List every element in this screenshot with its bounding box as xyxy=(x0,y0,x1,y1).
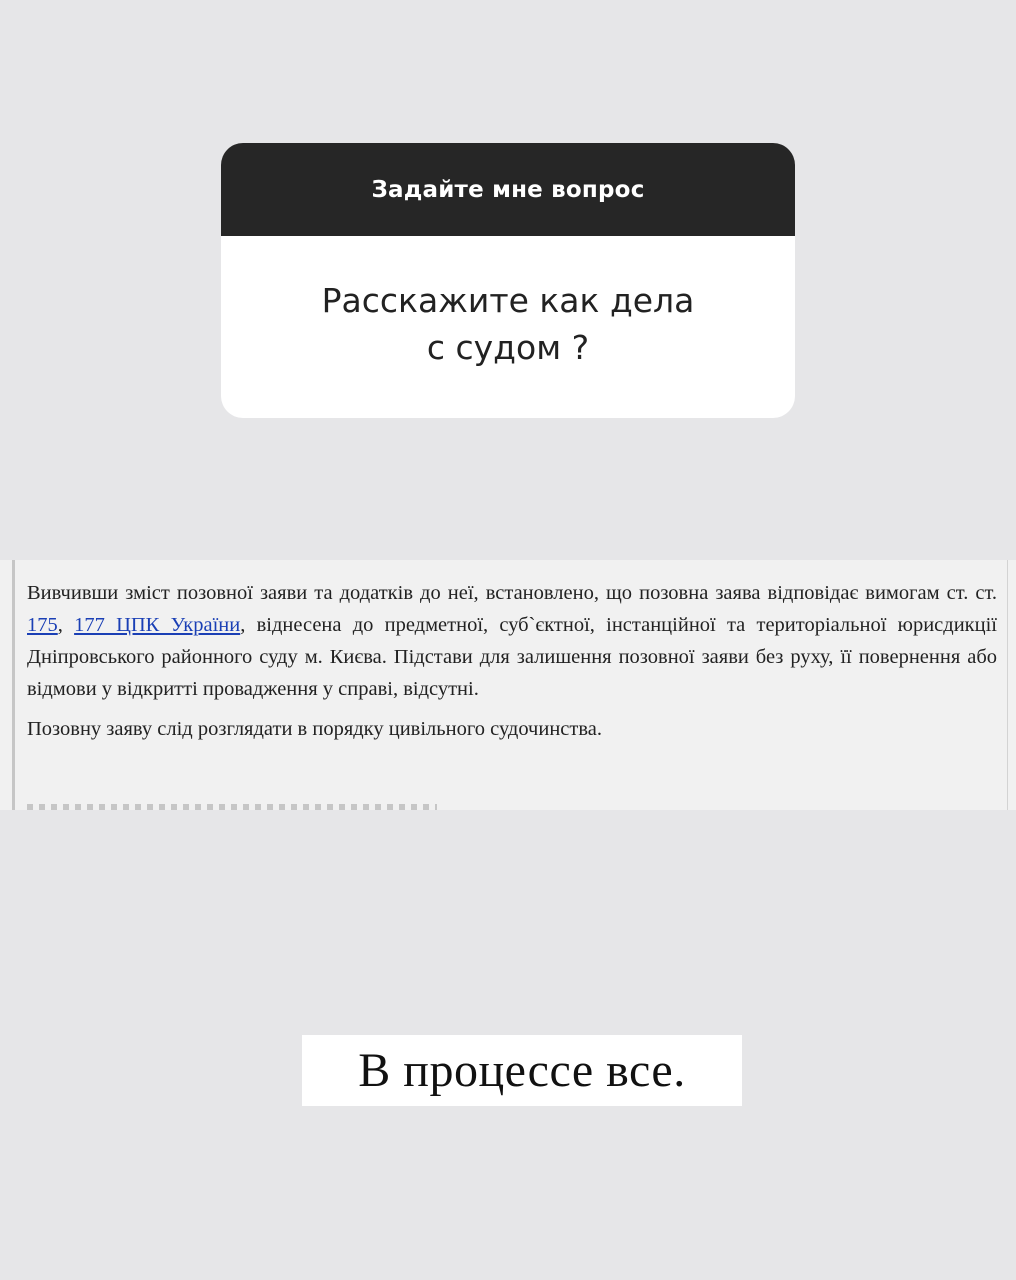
cut-off-text-line xyxy=(27,804,437,810)
document-text xyxy=(27,577,997,753)
paragraph-1-end: , віднесена до предметної, суб`єктної, інстанційної та територіальної юрисдикції Дніпровського районного суду м. Києва. Підстави для залишення позовної заяви без руху, її повернення або відмови у відкритті провадження у справі, відсутні. xyxy=(27,614,997,700)
question-sticker-answer-area xyxy=(221,236,795,418)
caption-box xyxy=(302,1035,742,1106)
court-document-screenshot xyxy=(0,560,1016,810)
article-175-link[interactable]: 175 xyxy=(27,614,58,636)
link-separator: , xyxy=(57,614,75,636)
question-sticker-answer xyxy=(322,277,695,371)
paragraph-1-start: Вивчивши зміст позовної заяви та додатків до неї, встановлено, що позовна заява відповідає вимогам ст. ст. xyxy=(27,582,997,604)
civil-procedure-code-link[interactable]: 177 ЦПК України xyxy=(74,614,241,636)
document-paragraph-1 xyxy=(27,577,997,705)
document-left-border xyxy=(12,560,15,810)
answer-line-1: Расскажите как дела xyxy=(321,281,695,320)
document-paragraph-2: Позовну заяву слід розглядати в порядку цивільного судочинства. xyxy=(27,718,602,740)
question-sticker xyxy=(221,143,795,418)
answer-line-2: с судом ? xyxy=(426,328,590,367)
question-sticker-prompt: Задайте мне вопрос xyxy=(221,143,795,236)
caption-text: В процессе все. xyxy=(358,1044,686,1097)
document-right-border xyxy=(1007,560,1008,810)
